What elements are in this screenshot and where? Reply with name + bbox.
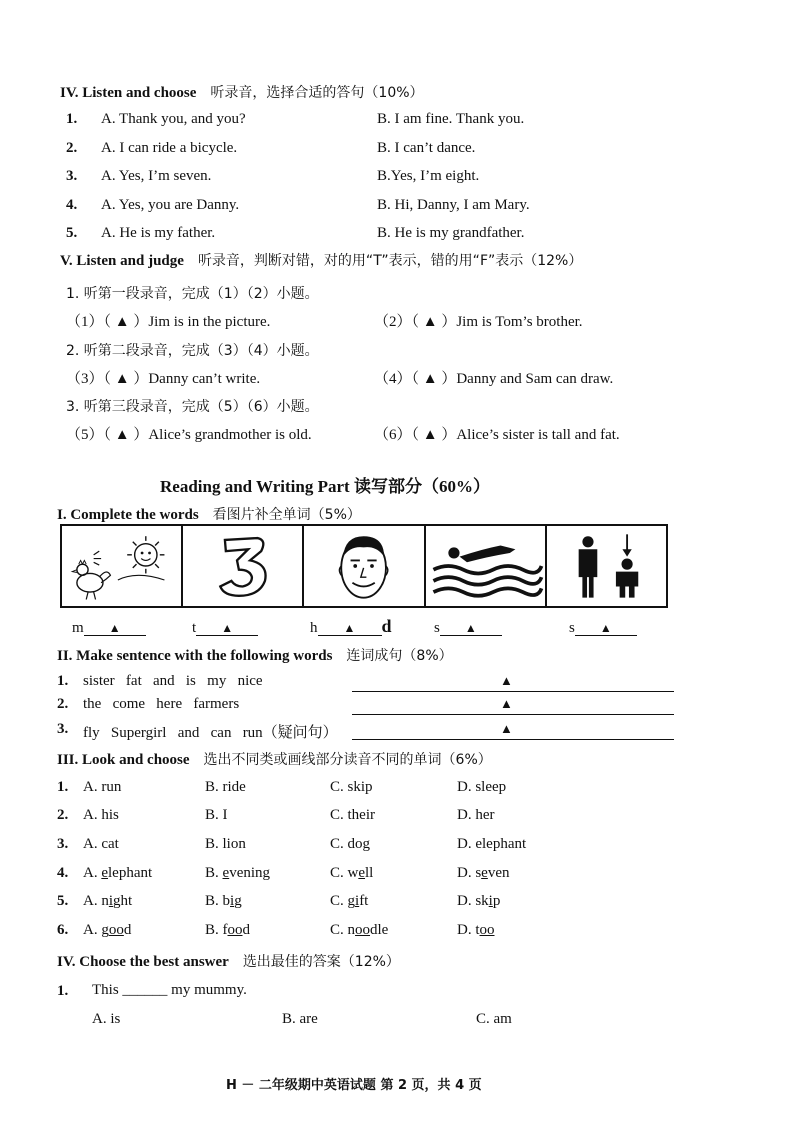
option-text-end: g <box>234 893 242 909</box>
option-text-start: C. n <box>330 922 356 938</box>
word-suffix: d <box>381 616 392 636</box>
question-number: 6. <box>57 922 69 938</box>
word-blank <box>310 616 392 637</box>
option-text-start: A. g <box>83 922 109 938</box>
option-d[interactable] <box>457 779 506 796</box>
option-text-start: A. <box>83 807 102 823</box>
option-text-end: d <box>242 922 250 938</box>
word-prefix: s <box>569 620 575 636</box>
option-text-end: their <box>347 807 376 823</box>
option-d[interactable] <box>457 836 526 853</box>
audio-intro: 2. 听第二段录音，完成（3）（4）小题。 <box>66 343 319 359</box>
question-number: 1. <box>66 111 78 127</box>
option-b[interactable] <box>205 836 246 853</box>
make-sentence-heading: II. Make sentence with the following words 连词成句（8%） <box>57 648 453 664</box>
judge-item[interactable]: （6）（ ▲ ）Alice’s sister is tall and fat. <box>374 427 620 443</box>
morning-picture <box>62 526 183 606</box>
option-a[interactable] <box>83 922 131 939</box>
word-blank <box>72 616 146 637</box>
question-number: 3. <box>57 836 69 852</box>
listen-judge-heading: V. Listen and judge 听录音，判断对错，对的用“T”表示，错的用“F”表示（12%） <box>60 253 583 269</box>
look-choose-heading: III. Look and choose 选出不同类或画线部分读音不同的单词（6%） <box>57 752 492 768</box>
answer-line[interactable] <box>352 691 674 692</box>
answer-marker: ▲ <box>500 721 513 736</box>
option-text-end: I <box>222 807 228 823</box>
part-title: Reading and Writing Part 读写部分（60%） <box>160 477 490 496</box>
option-text-end: ven <box>487 865 510 881</box>
answer-option-b[interactable]: B. are <box>282 1011 318 1027</box>
underlined-letters: oo <box>108 922 124 938</box>
option-text-start: D. <box>457 836 476 852</box>
question-number: 5. <box>57 893 69 909</box>
option-b[interactable] <box>205 893 242 910</box>
option-b[interactable] <box>205 922 250 939</box>
question-number: 2. <box>66 140 78 156</box>
word-prefix: s <box>434 620 440 636</box>
option-text-start: D. <box>457 779 476 795</box>
option-a[interactable] <box>83 836 119 853</box>
option-a[interactable] <box>83 865 152 882</box>
underlined-letters: e <box>101 865 109 881</box>
word-prefix: m <box>72 620 84 636</box>
underlined-letters: i <box>108 893 114 909</box>
option-a[interactable]: A. Yes, I’m seven. <box>101 168 212 184</box>
judge-item[interactable]: （5）（ ▲ ）Alice’s grandmother is old. <box>66 427 312 443</box>
option-b[interactable]: B.Yes, I’m eight. <box>377 168 480 184</box>
option-text-start: C. g <box>330 893 356 909</box>
option-text-end: ft <box>359 893 369 909</box>
option-c[interactable] <box>330 865 373 882</box>
option-text-start: C. <box>330 807 348 823</box>
option-text-start: C. <box>330 779 348 795</box>
option-d[interactable] <box>457 922 495 939</box>
option-text-end: lephant <box>108 865 153 881</box>
option-text-end: her <box>475 807 495 823</box>
option-b[interactable]: B. Hi, Danny, I am Mary. <box>377 197 530 213</box>
question-number: 3. <box>66 168 78 184</box>
answer-option-a[interactable]: A. is <box>92 1011 121 1027</box>
option-b[interactable]: B. He is my grandfather. <box>377 225 525 241</box>
option-text-start: C. <box>330 836 348 852</box>
option-text-end: p <box>492 893 501 909</box>
option-text-start: B. <box>205 865 223 881</box>
question-number: 1. <box>57 779 69 795</box>
option-text-start: D. sk <box>457 893 489 909</box>
answer-blank[interactable]: ▲ <box>84 621 146 636</box>
option-text-end: vening <box>229 865 271 881</box>
underlined-letters: i <box>488 893 493 909</box>
option-d[interactable] <box>457 893 500 910</box>
listen-choose-heading: IV. Listen and choose 听录音，选择合适的答句（10%） <box>60 85 424 101</box>
question-number: 4. <box>57 865 69 881</box>
word-prefix: t <box>192 620 197 636</box>
option-text-start: D. t <box>457 922 480 938</box>
answer-blank[interactable]: ▲ <box>575 621 637 636</box>
question-number: 2. <box>57 696 69 712</box>
word-list: sister fat and is my nice <box>83 673 263 689</box>
option-text-end: elephant <box>475 836 527 852</box>
option-text-end: skip <box>347 779 373 795</box>
word-prefix: h <box>310 620 318 636</box>
answer-marker: ▲ <box>500 696 513 711</box>
option-text-end: cat <box>101 836 119 852</box>
option-c[interactable] <box>330 779 373 796</box>
option-a[interactable] <box>83 779 121 796</box>
word-list: the come here farmers <box>83 696 240 712</box>
option-c[interactable] <box>330 893 368 910</box>
audio-intro: 3. 听第三段录音，完成（5）（6）小题。 <box>66 399 319 415</box>
answer-line[interactable] <box>352 714 674 715</box>
option-a[interactable] <box>83 807 119 824</box>
option-b[interactable]: B. I am fine. Thank you. <box>377 111 525 127</box>
answer-blank[interactable]: ▲ <box>318 621 382 636</box>
option-text-end: ride <box>222 779 246 795</box>
option-text-start: A. <box>83 779 102 795</box>
complete-words-heading: I. Complete the words 看图片补全单词（5%） <box>57 507 361 523</box>
best-answer-heading: IV. Choose the best answer 选出最佳的答案（12%） <box>57 954 400 970</box>
option-text-start: D. <box>457 807 476 823</box>
option-a[interactable]: A. I can ride a bicycle. <box>101 140 238 156</box>
option-text-end: d <box>123 922 132 938</box>
question-text: This ______ my mummy. <box>92 982 247 998</box>
option-text-start: C. w <box>330 865 359 881</box>
option-text-start: B. <box>205 779 223 795</box>
tall-short-picture <box>547 526 666 606</box>
option-c[interactable] <box>330 807 375 824</box>
judge-item[interactable]: （3）（ ▲ ）Danny can’t write. <box>66 371 261 387</box>
judge-item[interactable]: （1）（ ▲ ）Jim is in the picture. <box>66 314 271 330</box>
option-text-start: B. f <box>205 922 228 938</box>
option-text-start: A. <box>83 865 102 881</box>
option-b[interactable] <box>205 779 246 796</box>
option-a[interactable]: A. He is my father. <box>101 225 216 241</box>
question-number: 2. <box>57 807 69 823</box>
answer-blank[interactable]: ▲ <box>196 621 258 636</box>
number-three-picture <box>183 526 304 606</box>
underlined-letters: i <box>230 893 235 909</box>
option-d[interactable] <box>457 807 495 824</box>
option-text-end: sleep <box>475 779 507 795</box>
judge-item[interactable]: （2）（ ▲ ）Jim is Tom’s brother. <box>374 314 583 330</box>
question-number: 1. <box>57 673 69 689</box>
option-text-end: his <box>101 807 119 823</box>
underlined-letters: e <box>481 865 488 881</box>
swimming-picture <box>426 526 547 606</box>
word-blank <box>434 616 502 637</box>
option-text-start: A. <box>83 836 102 852</box>
option-text-start: A. n <box>83 893 109 909</box>
option-text-start: B. <box>205 807 223 823</box>
option-text-end: run <box>101 779 122 795</box>
option-c[interactable] <box>330 836 370 853</box>
option-a[interactable]: A. Thank you, and you? <box>101 111 246 127</box>
answer-blank[interactable]: ▲ <box>440 621 502 636</box>
option-d[interactable] <box>457 865 510 882</box>
underlined-letters: e <box>222 865 230 881</box>
option-b[interactable] <box>205 807 228 824</box>
question-number: 5. <box>66 225 78 241</box>
option-text-end: dog <box>347 836 371 852</box>
underlined-letters: oo <box>479 922 495 938</box>
face-picture <box>304 526 425 606</box>
option-a[interactable] <box>83 893 132 910</box>
underlined-letters: oo <box>355 922 371 938</box>
question-number: 3. <box>57 721 69 737</box>
option-text-start: D. s <box>457 865 482 881</box>
option-text-end: ght <box>113 893 133 909</box>
option-text-end: lion <box>222 836 246 852</box>
answer-line[interactable] <box>352 739 674 740</box>
question-number: 1. <box>57 983 69 999</box>
word-blank <box>569 616 637 637</box>
answer-marker: ▲ <box>500 673 513 688</box>
option-b[interactable] <box>205 865 270 882</box>
option-a[interactable]: A. Yes, you are Danny. <box>101 197 240 213</box>
underlined-letters: e <box>358 865 366 881</box>
option-text-start: B. <box>205 836 223 852</box>
judge-item[interactable]: （4）（ ▲ ）Danny and Sam can draw. <box>374 371 614 387</box>
option-b[interactable]: B. I can’t dance. <box>377 140 476 156</box>
word-blank <box>192 616 258 637</box>
underlined-letters: i <box>355 893 360 909</box>
option-text-end: ll <box>365 865 374 881</box>
option-text-start: B. b <box>205 893 231 909</box>
picture-row <box>60 524 668 608</box>
page-footer: H － 二年级期中英语试题 第 2 页，共 4 页 <box>226 1078 482 1093</box>
audio-intro: 1. 听第一段录音，完成（1）（2）小题。 <box>66 286 319 302</box>
word-list: fly Supergirl and can run（疑问句） <box>83 725 338 741</box>
underlined-letters: oo <box>227 922 243 938</box>
question-number: 4. <box>66 197 78 213</box>
option-c[interactable] <box>330 922 388 939</box>
answer-option-c[interactable]: C. am <box>476 1011 512 1027</box>
option-text-end: dle <box>370 922 389 938</box>
